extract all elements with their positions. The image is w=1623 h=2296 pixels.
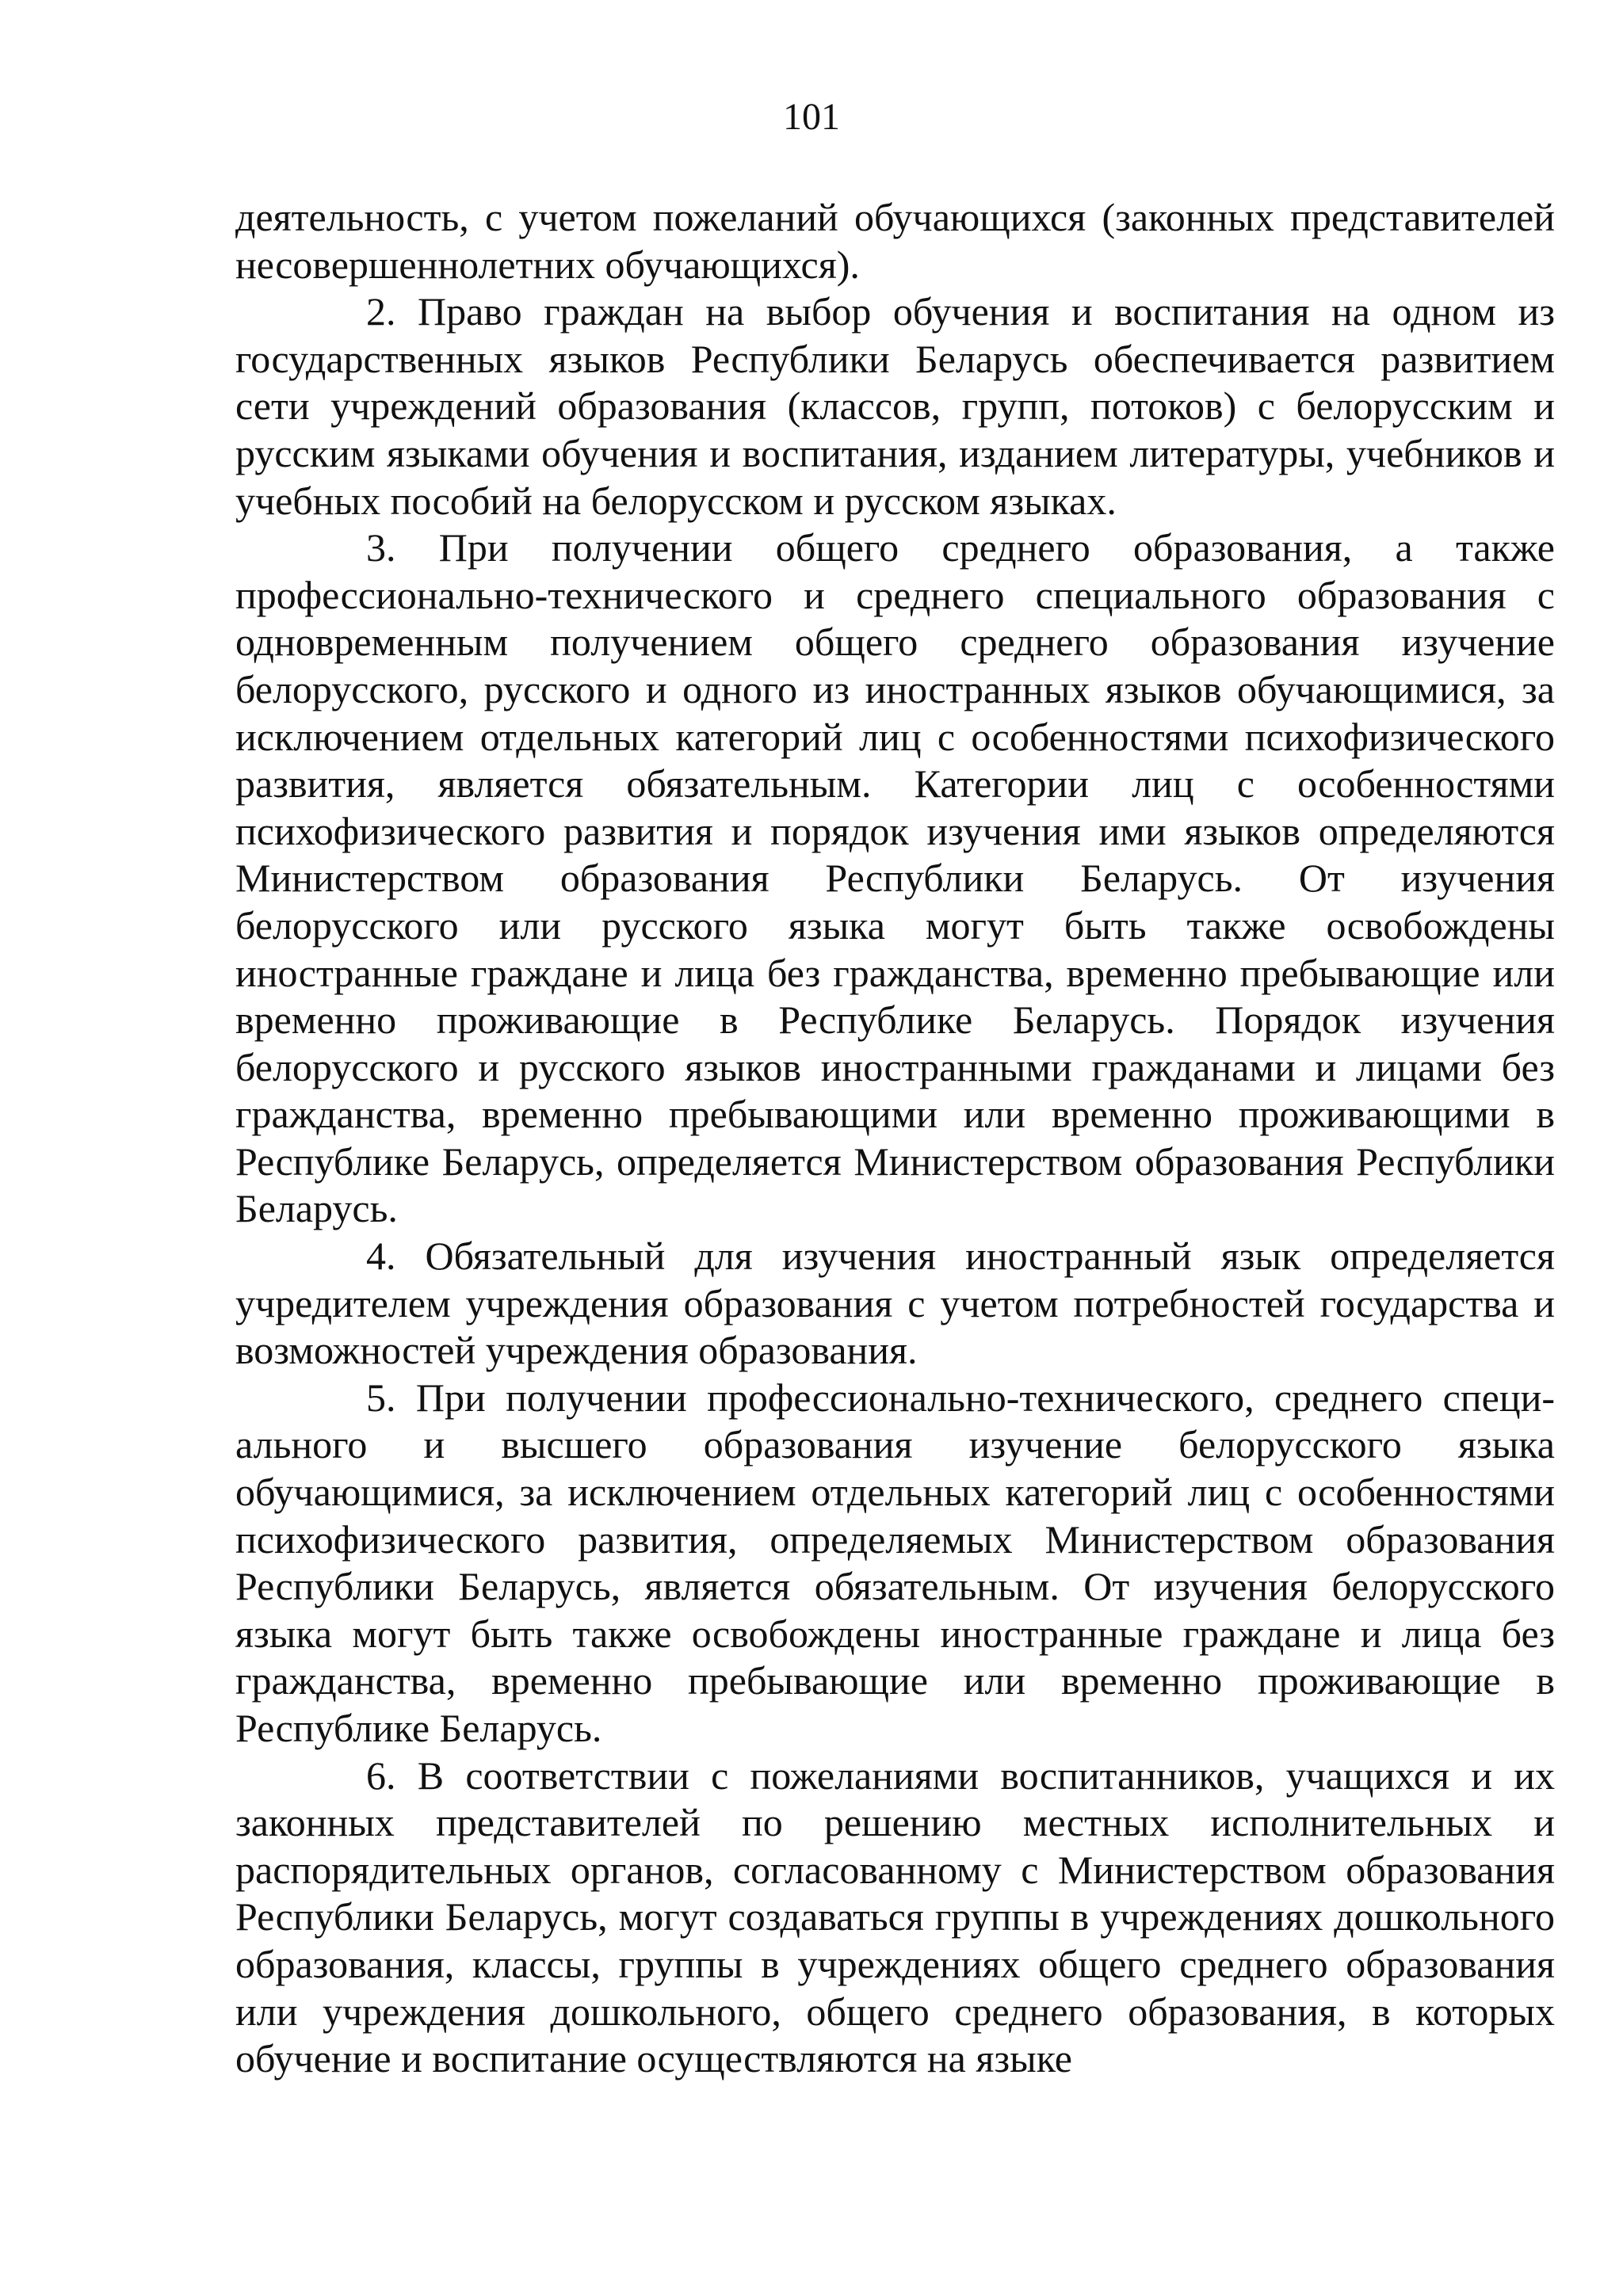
paragraph-item-5: 5. При получении профессионально-технического, среднего специального и высшего образования изучение белорусского языка обучающимися, за исключением отдельных категорий лиц с особенностями психофизического развития, определяемых Министерством образования Республики Беларусь, является обязательным. От изучения белорусского языка могут быть также освобождены иностранные граждане и лица без гражданства, временно пребывающие или временно проживающие в Республике Беларусь. [235, 1375, 1555, 1750]
page-number: 101 [783, 96, 840, 138]
paragraph-item-4: 4. Обязательный для изучения иностранный язык определяется учредителем учреждения образования с учетом потребностей государства и возможностей учреждения образования. [235, 1234, 1555, 1373]
paragraph-item-3: 3. При получении общего среднего образования, а также профессионально-технического и среднего специального образования с одновременным получением общего среднего образования изучение белорусского, русского и одного из иностранных языков обучающимися, за исключением отдельных категорий лиц с особенностями психофизического развития, является обязательным. Категории лиц с особенностями психофизического развития и порядок изучения ими языков определяются Министерством образования Республики Беларусь. От изучения белорусского или русского языка могут быть также освобождены иностранные граждане и лица без гражданства, временно пребывающие или временно проживающие в Республике Беларусь. Порядок изучения белорусского и русского языков иностранными гражданами и лицами без гражданства, временно пребывающими или временно проживающими в Республике Беларусь, определяется Министерством образования Республики Беларусь. [235, 525, 1555, 1231]
paragraph-continuation: деятельность, с учетом пожеланий обучающихся (законных представителей несовершеннолетних обучающихся). [235, 195, 1555, 287]
paragraph-item-2: 2. Право граждан на выбор обучения и воспитания на одном из государственных языков Республики Беларусь обеспечивается развитием сети учреждений образования (классов, групп, потоков) с белорусским и русским языками обучения и воспитания, изданием литературы, учебников и учебных пособий на белорусском и русском языках. [235, 289, 1555, 523]
paragraph-item-6: 6. В соответствии с пожеланиями воспитанников, учащихся и их законных представителей по решению местных исполнительных и распорядительных органов, согласованному с Министерством образования Республики Беларусь, могут создаваться группы в учреждениях дошкольного образования, классы, группы в учреждениях общего среднего образования или учреждения дошкольного, общего среднего образования, в которых обучение и воспитание осуществляются на языке [235, 1753, 1555, 2081]
document-body [235, 194, 1555, 2083]
